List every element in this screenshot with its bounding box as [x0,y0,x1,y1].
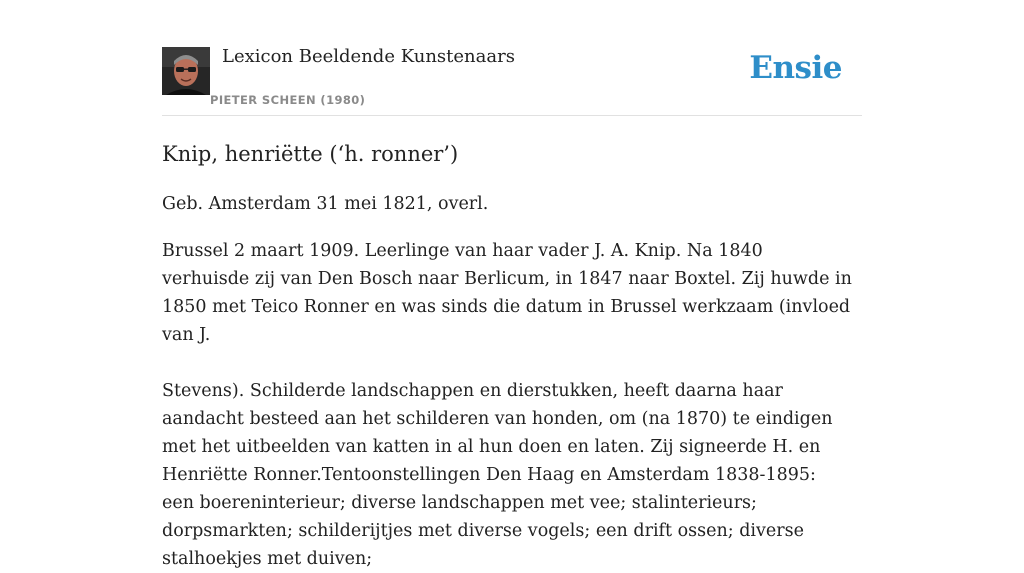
author-avatar[interactable] [162,47,210,95]
article-paragraph-2: Stevens). Schilderde landschappen en dierstukken, heeft daarna haar aandacht besteed aan het schilderen van honden, om (na 1870) te eindigen met het uitbeelden van katten in al hun doen en laten. Zij signeerde H. en Henriëtte Ronner.Tentoonstellingen Den Haag en Amsterdam 1838-1895: een boereninterieur; diverse landschappen met vee; stalinterieurs; dorpsmarkten; schilderijtjes met diverse vogels; een drift ossen; diverse stalhoekjes met duiven; [162,381,833,569]
ensie-logo[interactable]: Ensie [749,50,842,86]
article-paragraph-1: Brussel 2 maart 1909. Leerlinge van haar vader J. A. Knip. Na 1840 verhuisde zij van Den Bosch naar Berlicum, in 1847 naar Boxtel. Zij huwde in 1850 met Teico Ronner en was sinds die datum in Brussel werkzaam (invloed van J. [162,241,852,345]
article-lead: Geb. Amsterdam 31 mei 1821, overl. [162,194,489,214]
person-avatar-icon [162,47,210,95]
site-header [162,0,862,116]
article [162,138,852,573]
site-title[interactable]: Lexicon Beeldende Kunstenaars [222,46,515,67]
author-name[interactable]: PIETER SCHEEN (1980) [210,93,366,107]
article-title: Knip, henriëtte (‘h. ronner’) [162,142,459,166]
